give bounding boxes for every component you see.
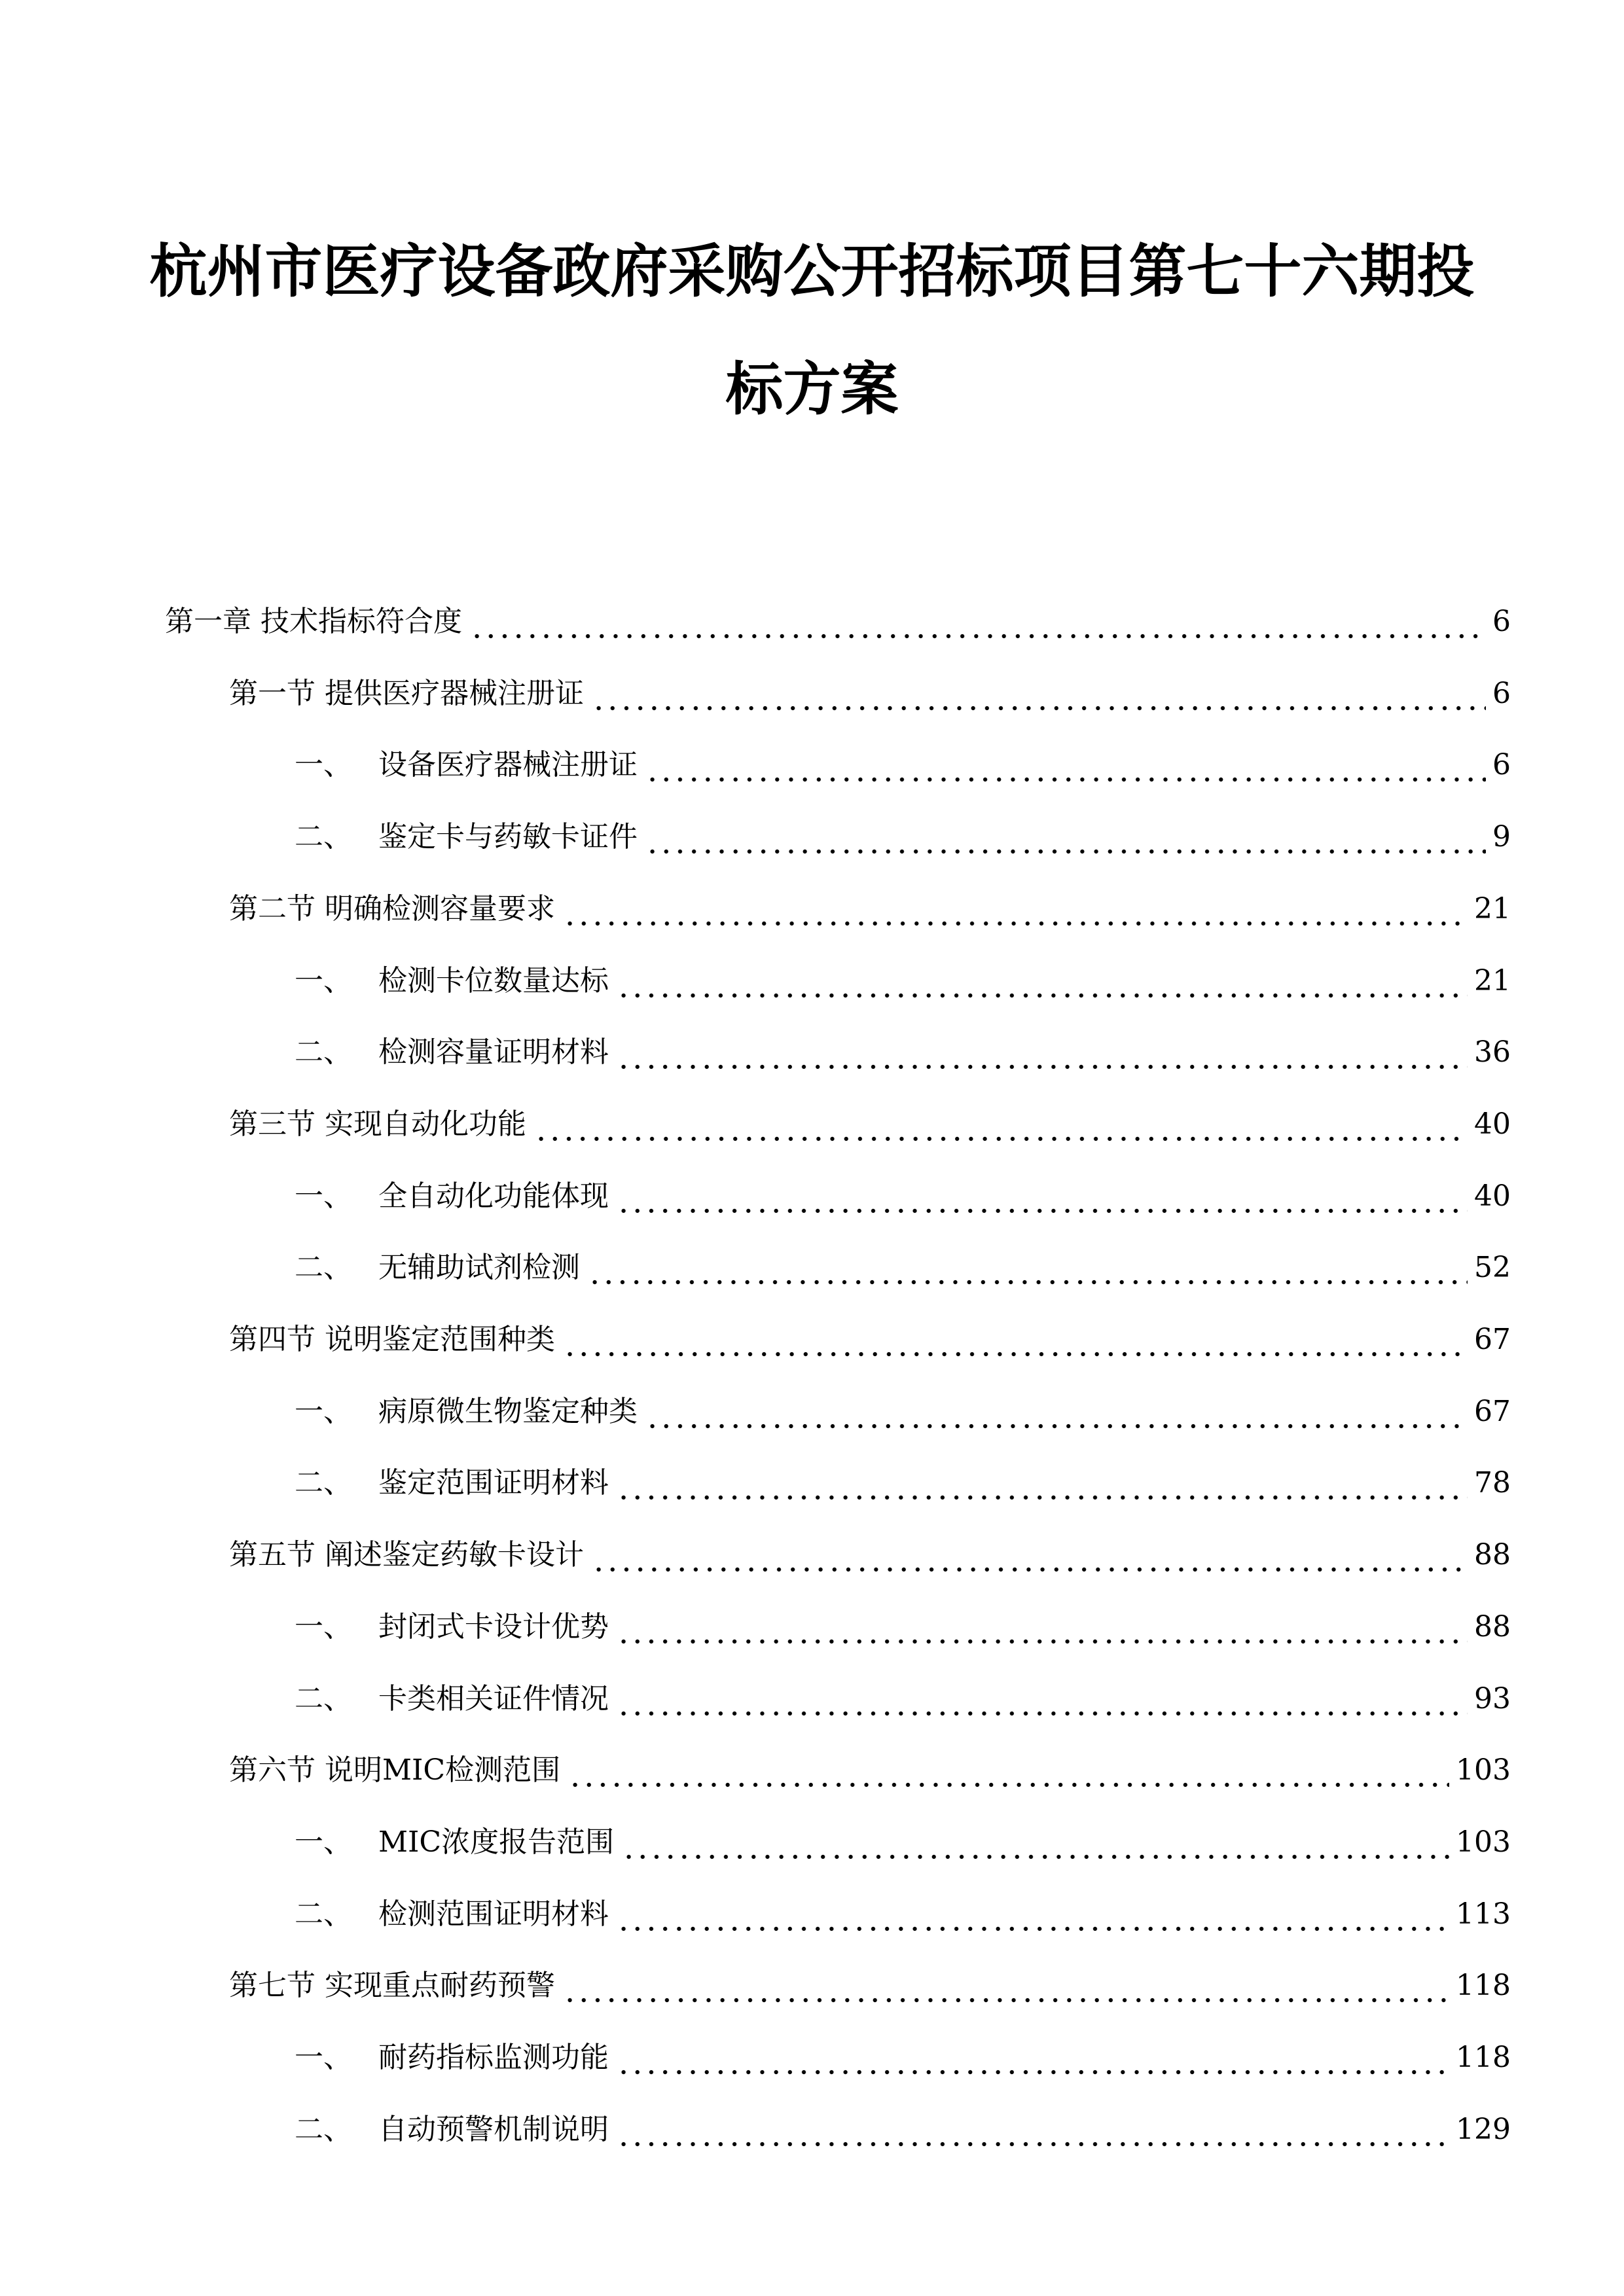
toc-entry[interactable]	[229, 1966, 1511, 2005]
toc-entry[interactable]	[295, 2038, 1511, 2077]
toc-entry[interactable]	[295, 1679, 1511, 1719]
toc-entry-number: 二、	[295, 2113, 352, 2146]
toc-entry-number: 一、	[295, 748, 352, 781]
toc-entry-title: 设备医疗器械注册证	[378, 748, 638, 781]
toc-entry-number: 一、	[295, 964, 352, 997]
toc-entry-title: 检测范围证明材料	[378, 1897, 609, 1931]
toc-entry-title: 卡类相关证件情况	[378, 1682, 609, 1715]
toc-entry[interactable]	[229, 1751, 1511, 1790]
toc-entry-page-number: 6	[1492, 605, 1511, 638]
toc-entry-number: 第一章	[165, 605, 251, 638]
toc-entry-page-number: 6	[1492, 677, 1511, 710]
toc-entry-number: 第三节	[229, 1107, 316, 1141]
toc-entry-title: 检测容量证明材料	[378, 1035, 609, 1069]
toc-entry-label	[295, 1392, 638, 1431]
toc-entry-title: 技术指标符合度	[261, 605, 462, 638]
toc-entry-label	[229, 889, 555, 929]
toc-entry-page-number: 67	[1474, 1395, 1511, 1428]
toc-entry-title: 耐药指标监测功能	[378, 2041, 609, 2074]
toc-dot-leader	[617, 1177, 1468, 1216]
toc-dot-leader	[592, 1535, 1468, 1575]
toc-entry-page-number: 103	[1456, 1753, 1511, 1787]
toc-dot-leader	[645, 745, 1486, 785]
toc-entry-number: 二、	[295, 1466, 352, 1499]
toc-dot-leader	[617, 1895, 1449, 1934]
toc-entry[interactable]	[229, 674, 1511, 713]
toc-entry-page-number: 36	[1474, 1035, 1511, 1069]
toc-entry-page-number: 88	[1474, 1538, 1511, 1571]
toc-entry[interactable]	[295, 1248, 1511, 1287]
toc-entry-label	[295, 2110, 609, 2149]
toc-entry-number: 第七节	[229, 1969, 316, 2002]
toc-entry-page-number: 103	[1456, 1825, 1511, 1859]
toc-entry-title: 鉴定卡与药敏卡证件	[378, 820, 638, 853]
toc-entry-label	[229, 1320, 555, 1359]
toc-entry[interactable]	[229, 1320, 1511, 1359]
toc-entry-page-number: 88	[1474, 1610, 1511, 1643]
toc-entry-label	[229, 674, 584, 713]
toc-entry-title: 实现重点耐药预警	[325, 1969, 555, 2002]
toc-entry-page-number: 40	[1474, 1179, 1511, 1213]
toc-entry-title: 明确检测容量要求	[325, 892, 555, 925]
toc-entry-title: 说明MIC检测范围	[325, 1753, 561, 1787]
toc-entry-title: 实现自动化功能	[325, 1107, 526, 1141]
toc-entry-page-number: 6	[1492, 748, 1511, 781]
toc-entry[interactable]	[229, 1535, 1511, 1575]
toc-entry-page-number: 9	[1492, 820, 1511, 853]
toc-entry-number: 一、	[295, 1179, 352, 1213]
toc-dot-leader	[470, 602, 1486, 641]
toc-entry[interactable]	[295, 817, 1511, 857]
toc-entry-label	[295, 817, 638, 857]
toc-entry-page-number: 118	[1456, 2041, 1511, 2074]
toc-entry-page-number: 67	[1474, 1323, 1511, 1356]
document-title-line-1: 杭州市医疗设备政府采购公开招标项目第七十六期投	[149, 238, 1475, 305]
toc-entry-label	[165, 602, 462, 641]
toc-entry-page-number: 40	[1474, 1107, 1511, 1141]
toc-dot-leader	[563, 1966, 1449, 2005]
toc-dot-leader	[588, 1248, 1468, 1287]
toc-entry-label	[295, 1679, 609, 1719]
toc-entry-title: 全自动化功能体现	[378, 1179, 609, 1213]
toc-entry-title: 自动预警机制说明	[378, 2113, 609, 2146]
toc-dot-leader	[534, 1105, 1468, 1144]
toc-entry-number: 第五节	[229, 1538, 316, 1571]
toc-entry-label	[295, 1248, 580, 1287]
toc-dot-leader	[645, 1392, 1468, 1431]
toc-dot-leader	[617, 2110, 1449, 2149]
toc-entry-title: 阐述鉴定药敏卡设计	[325, 1538, 584, 1571]
toc-entry[interactable]	[295, 1392, 1511, 1431]
toc-dot-leader	[617, 1033, 1468, 1072]
toc-entry-number: 二、	[295, 1682, 352, 1715]
toc-entry-label	[295, 1033, 609, 1072]
toc-entry-label	[229, 1966, 555, 2005]
toc-entry-page-number: 21	[1474, 892, 1511, 925]
toc-entry[interactable]	[295, 1177, 1511, 1216]
toc-entry-title: 鉴定范围证明材料	[378, 1466, 609, 1499]
toc-entry[interactable]	[229, 1105, 1511, 1144]
toc-entry-label	[295, 745, 638, 785]
toc-dot-leader	[617, 2038, 1449, 2077]
toc-entry-page-number: 52	[1474, 1251, 1511, 1284]
toc-dot-leader	[622, 1823, 1449, 1862]
toc-entry[interactable]	[295, 1895, 1511, 1934]
toc-entry-title: 提供医疗器械注册证	[325, 677, 584, 710]
toc-entry-number: 第四节	[229, 1323, 316, 1356]
toc-entry-number: 二、	[295, 1897, 352, 1931]
toc-entry[interactable]	[295, 1823, 1511, 1862]
toc-entry-page-number: 113	[1456, 1897, 1511, 1931]
toc-entry-label	[295, 1823, 614, 1862]
toc-entry-label	[295, 961, 609, 1001]
toc-entry-label	[229, 1751, 560, 1790]
toc-entry-title: 病原微生物鉴定种类	[378, 1395, 638, 1428]
toc-entry[interactable]	[295, 1607, 1511, 1647]
toc-entry[interactable]	[229, 889, 1511, 929]
toc-dot-leader	[617, 1463, 1468, 1503]
toc-entry-page-number: 118	[1456, 1969, 1511, 2002]
toc-entry-label	[295, 2038, 609, 2077]
toc-entry-number: 二、	[295, 1035, 352, 1069]
toc-entry-number: 第一节	[229, 677, 316, 710]
toc-entry-label	[295, 1463, 609, 1503]
toc-entry-title: 无辅助试剂检测	[378, 1251, 580, 1284]
toc-entry-title: 说明鉴定范围种类	[325, 1323, 555, 1356]
toc-entry-number: 二、	[295, 1251, 352, 1284]
toc-entry-number: 一、	[295, 1610, 352, 1643]
toc-entry-page-number: 129	[1456, 2113, 1511, 2146]
toc-entry-number: 一、	[295, 1395, 352, 1428]
toc-dot-leader	[617, 1607, 1468, 1647]
toc-dot-leader	[592, 674, 1486, 713]
toc-entry-label	[229, 1535, 584, 1575]
document-title-line-2: 标方案	[725, 355, 899, 423]
toc-entry[interactable]	[165, 602, 1511, 641]
toc-entry[interactable]	[295, 1463, 1511, 1503]
toc-dot-leader	[617, 961, 1468, 1001]
toc-entry-label	[295, 1177, 609, 1216]
toc-entry-title: MIC浓度报告范围	[378, 1825, 615, 1859]
toc-entry-number: 一、	[295, 1825, 352, 1859]
toc-dot-leader	[645, 817, 1486, 857]
toc-entry[interactable]	[295, 745, 1511, 785]
toc-dot-leader	[568, 1751, 1449, 1790]
toc-entry-page-number: 21	[1474, 964, 1511, 997]
toc-entry[interactable]	[295, 1033, 1511, 1072]
toc-entry-number: 一、	[295, 2041, 352, 2074]
toc-entry[interactable]	[295, 2110, 1511, 2149]
toc-dot-leader	[617, 1679, 1468, 1719]
toc-entry-label	[295, 1607, 609, 1647]
toc-entry-label	[229, 1105, 526, 1144]
toc-entry-number: 二、	[295, 820, 352, 853]
toc-entry-page-number: 78	[1474, 1466, 1511, 1499]
toc-dot-leader	[563, 889, 1468, 929]
toc-entry[interactable]	[295, 961, 1511, 1001]
toc-entry-number: 第二节	[229, 892, 316, 925]
toc-dot-leader	[563, 1320, 1468, 1359]
toc-entry-title: 检测卡位数量达标	[378, 964, 609, 997]
toc-entry-number: 第六节	[229, 1753, 316, 1787]
toc-entry-label	[295, 1895, 609, 1934]
toc-entry-title: 封闭式卡设计优势	[378, 1610, 609, 1643]
toc-entry-page-number: 93	[1474, 1682, 1511, 1715]
